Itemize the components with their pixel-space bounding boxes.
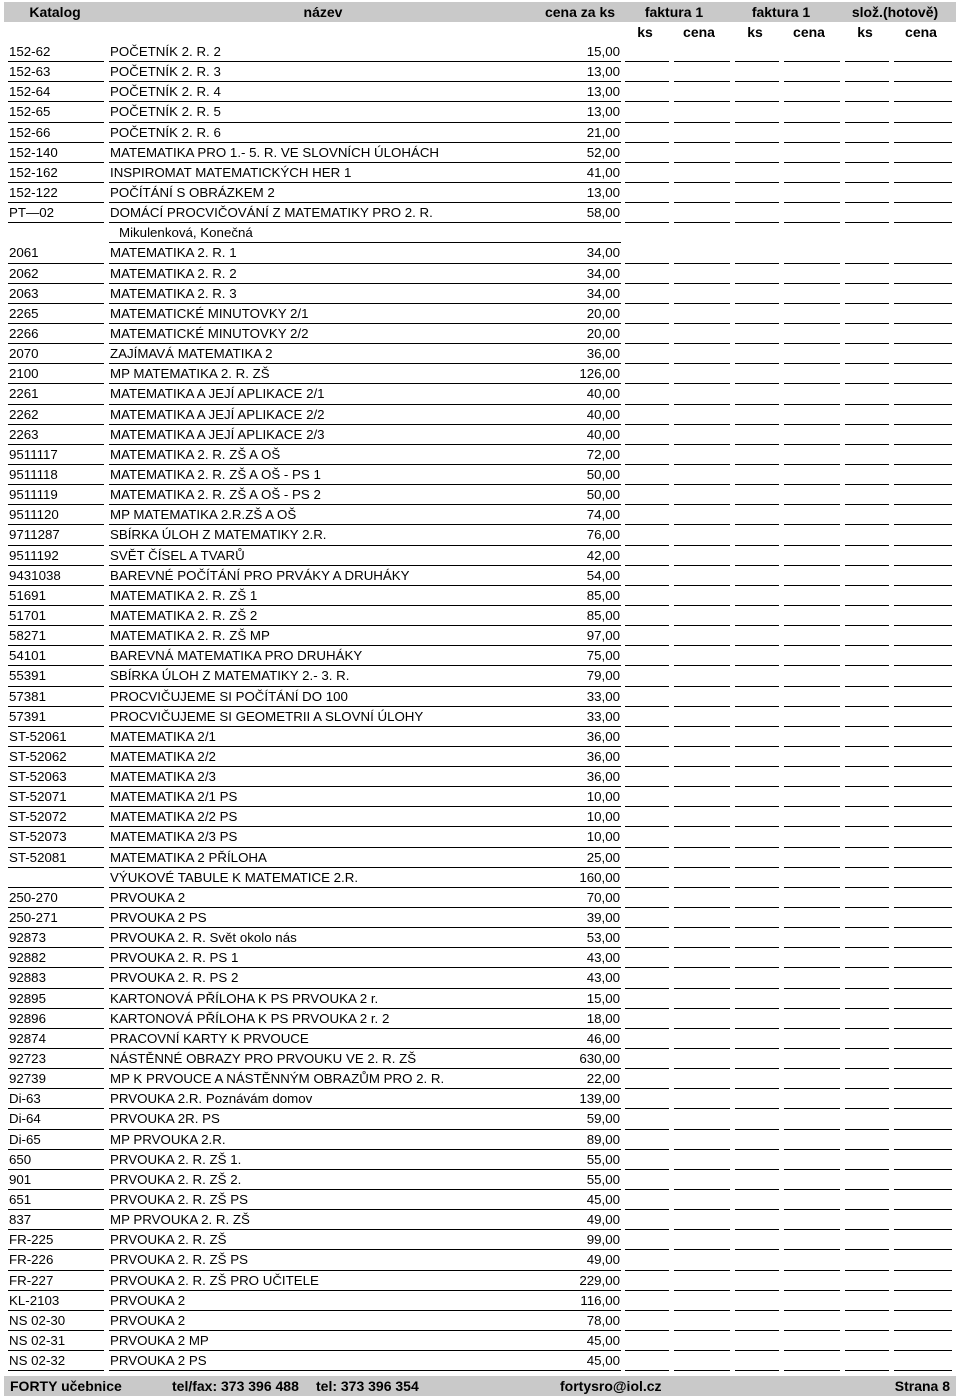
catalog-number: 9511192	[9, 547, 59, 563]
catalog-number: ST-52063	[9, 769, 67, 785]
catalog-number: 2061	[9, 245, 39, 261]
catalog-number: FR-227	[9, 1272, 54, 1288]
catalog-number: ST-52073	[9, 829, 67, 845]
table-row	[4, 284, 956, 304]
item-name: MATEMATIKA 2. R. ZŠ MP	[110, 628, 270, 644]
item-name: MATEMATIKA 2/3 PS	[110, 829, 238, 845]
unit-price: 25,00	[586, 849, 620, 865]
item-name: PRVOUKA 2 PS	[110, 1353, 207, 1369]
catalog-number: 152-162	[9, 164, 58, 180]
unit-price: 21,00	[586, 124, 620, 140]
catalog-number: 651	[9, 1192, 32, 1208]
footer-telfax: tel/fax: 373 396 488	[172, 1378, 299, 1394]
unit-price: 10,00	[586, 829, 620, 845]
row-rule	[894, 1370, 952, 1371]
table-row	[4, 1230, 956, 1250]
catalog-number: Di-64	[9, 1111, 41, 1127]
table-body	[4, 42, 956, 1371]
catalog-number: 250-271	[9, 910, 58, 926]
item-name: BAREVNÉ POČÍTÁNÍ PRO PRVÁKY A DRUHÁKY	[110, 567, 410, 583]
unit-price: 74,00	[586, 507, 620, 523]
item-name: PRVOUKA 2	[110, 1292, 186, 1308]
item-name: MATEMATIKA A JEJÍ APLIKACE 2/3	[110, 426, 325, 442]
unit-price: 45,00	[586, 1192, 620, 1208]
table-row	[4, 1291, 956, 1311]
catalog-number: 9511120	[9, 507, 59, 523]
catalog-number: ST-52081	[9, 849, 67, 865]
catalog-number: 9431038	[9, 567, 61, 583]
catalog-number: 9511119	[9, 487, 58, 503]
table-row	[4, 968, 956, 988]
catalog-number: 54101	[9, 648, 46, 664]
table-row	[4, 364, 956, 384]
unit-price: 34,00	[586, 285, 620, 301]
table-row	[4, 42, 956, 62]
unit-price: 49,00	[586, 1212, 620, 1228]
catalog-number: NS 02-31	[9, 1333, 66, 1348]
unit-price: 34,00	[586, 265, 620, 281]
item-name: PRVOUKA 2. R. ZŠ 2.	[110, 1171, 242, 1187]
item-name: NÁSTĚNNÉ OBRAZY PRO PRVOUKU VE 2. R. ZŠ	[110, 1051, 417, 1067]
item-name: MATEMATIKA 2. R. 3	[110, 285, 237, 301]
catalog-number: 152-122	[9, 184, 58, 200]
table-row	[4, 344, 956, 364]
item-name: PRVOUKA 2. R. ZŠ 1.	[110, 1151, 242, 1167]
unit-price: 10,00	[586, 789, 620, 805]
catalog-number: 152-63	[9, 64, 51, 80]
row-rule	[735, 1370, 779, 1371]
table-row	[4, 243, 956, 263]
catalog-number: ST-52071	[9, 789, 67, 805]
table-row	[4, 1271, 956, 1291]
header-invoice-1: faktura 1	[644, 4, 704, 20]
item-name: MATEMATIKA 2/1	[110, 728, 216, 744]
item-name: VÝUKOVÉ TABULE K MATEMATICE 2.R.	[110, 869, 359, 885]
catalog-number: 92895	[9, 990, 46, 1006]
unit-price: 10,00	[586, 809, 620, 825]
header-catalog: Katalog	[29, 4, 81, 20]
unit-price: 15,00	[586, 44, 620, 59]
unit-price: 43,00	[586, 970, 620, 986]
table-row	[4, 908, 956, 928]
item-name: SVĚT ČÍSEL A TVARŮ	[110, 547, 245, 563]
table-row	[4, 1029, 956, 1049]
subheader-cena: cena	[683, 24, 715, 40]
table-row	[4, 143, 956, 163]
item-name: KARTONOVÁ PŘÍLOHA K PS PRVOUKA 2 r.	[110, 990, 379, 1006]
catalog-number: 2263	[9, 426, 39, 442]
item-name: MATEMATIKA 2/1 PS	[110, 789, 238, 805]
table-row	[4, 767, 956, 787]
catalog-number: 2063	[9, 285, 39, 301]
item-name: MATEMATIKA 2. R. ZŠ 1	[110, 587, 258, 603]
unit-price: 99,00	[586, 1232, 620, 1248]
unit-price: 13,00	[586, 64, 620, 80]
price-list-sheet	[4, 2, 956, 1371]
catalog-number: KL-2103	[9, 1292, 60, 1308]
item-name: PRVOUKA 2. R. ZŠ	[110, 1232, 227, 1248]
table-row	[4, 1250, 956, 1270]
table-row	[4, 1351, 956, 1371]
catalog-number: 152-66	[9, 124, 51, 140]
table-row	[4, 687, 956, 707]
item-name: PRVOUKA 2	[110, 889, 186, 905]
catalog-number: 92723	[9, 1051, 46, 1067]
unit-price: 85,00	[586, 587, 620, 603]
item-name: PROCVIČUJEME SI POČÍTÁNÍ DO 100	[110, 688, 348, 704]
footer-company: FORTY učebnice	[10, 1378, 122, 1394]
unit-price: 41,00	[586, 164, 620, 180]
catalog-number: 92882	[9, 950, 46, 966]
table-row	[4, 848, 956, 868]
table-row	[4, 666, 956, 686]
catalog-number: 152-140	[9, 144, 58, 160]
item-name: MATEMATICKÉ MINUTOVKY 2/2	[110, 325, 309, 341]
table-row	[4, 827, 956, 847]
unit-price: 59,00	[586, 1111, 620, 1127]
unit-price: 36,00	[586, 346, 620, 362]
table-row	[4, 123, 956, 143]
unit-price: 160,00	[579, 869, 620, 885]
unit-price: 39,00	[586, 910, 620, 926]
table-row	[4, 989, 956, 1009]
catalog-number: 250-270	[9, 889, 58, 905]
item-name: PRVOUKA 2. R. PS 2	[110, 970, 239, 986]
unit-price: 116,00	[580, 1292, 620, 1308]
item-name: MATEMATIKA 2. R. ZŠ A OŠ - PS 2	[110, 487, 321, 503]
unit-price: 229,00	[579, 1272, 620, 1288]
item-name: POČETNÍK 2. R. 2	[110, 44, 221, 59]
footer-tel: tel: 373 396 354	[316, 1378, 419, 1394]
table-row	[4, 787, 956, 807]
catalog-number: 57381	[9, 688, 46, 704]
table-row	[4, 505, 956, 525]
item-name: PRVOUKA 2 PS	[110, 910, 207, 926]
table-row	[4, 102, 956, 122]
item-name: PROCVIČUJEME SI GEOMETRII A SLOVNÍ ÚLOHY	[110, 708, 424, 724]
unit-price: 75,00	[586, 648, 620, 664]
unit-price: 85,00	[586, 607, 620, 623]
catalog-number: 2266	[9, 325, 39, 341]
item-name: PRVOUKA 2R. PS	[110, 1111, 220, 1127]
unit-price: 40,00	[586, 426, 620, 442]
unit-price: 53,00	[586, 930, 620, 946]
unit-price: 13,00	[586, 184, 620, 200]
item-name: MP K PRVOUCE A NÁSTĚNNÝM OBRAZŮM PRO 2. R.	[110, 1071, 445, 1087]
row-rule	[674, 1370, 730, 1371]
table-row	[4, 465, 956, 485]
table-row	[4, 1311, 956, 1331]
item-name: PRVOUKA 2	[110, 1312, 186, 1328]
unit-price	[540, 223, 620, 243]
table-row	[4, 1210, 956, 1230]
table-row	[4, 1069, 956, 1089]
unit-price: 54,00	[586, 567, 620, 583]
unit-price: 72,00	[586, 446, 620, 462]
catalog-number: 837	[9, 1212, 32, 1228]
item-name: MP MATEMATIKA 2.R.ZŠ A OŠ	[110, 507, 297, 523]
table-row	[4, 1009, 956, 1029]
unit-price: 52,00	[586, 144, 620, 160]
table-row	[4, 384, 956, 404]
item-name: POČÍTÁNÍ S OBRÁZKEM 2	[110, 184, 275, 200]
table-row	[4, 425, 956, 445]
table-row	[4, 324, 956, 344]
catalog-number: 51691	[9, 587, 46, 603]
catalog-number: ST-52062	[9, 748, 67, 764]
item-name: MATEMATIKA 2/2	[110, 748, 216, 764]
unit-price: 50,00	[586, 466, 620, 482]
footer-email: fortysro@iol.cz	[560, 1378, 662, 1394]
table-row	[4, 1190, 956, 1210]
unit-price: 58,00	[586, 205, 620, 221]
item-name: MATEMATIKA 2. R. ZŠ A OŠ - PS 1	[110, 466, 321, 482]
page-footer	[4, 1376, 956, 1396]
unit-price: 13,00	[586, 84, 620, 100]
item-name: MATEMATIKA 2. R. 1	[110, 245, 237, 261]
header-price: cena za ks	[544, 4, 616, 20]
item-name: MATEMATIKA A JEJÍ APLIKACE 2/1	[110, 386, 325, 402]
unit-price: 49,00	[586, 1252, 620, 1268]
item-name: MP PRVOUKA 2.R.	[110, 1131, 226, 1147]
table-row	[4, 62, 956, 82]
catalog-number: Di-65	[9, 1131, 41, 1147]
table-row	[4, 747, 956, 767]
item-name: MATEMATIKA 2. R. ZŠ A OŠ	[110, 446, 281, 462]
catalog-number: 2070	[9, 346, 39, 362]
catalog-number: 901	[9, 1171, 32, 1187]
item-name: MP PRVOUKA 2. R. ZŠ	[110, 1212, 250, 1228]
table-row	[4, 626, 956, 646]
item-name: POČETNÍK 2. R. 4	[110, 84, 221, 100]
row-rule	[625, 1370, 669, 1371]
unit-price: 20,00	[586, 325, 620, 341]
item-name: BAREVNÁ MATEMATIKA PRO DRUHÁKY	[110, 648, 363, 664]
catalog-number: 2265	[9, 305, 39, 321]
table-row	[4, 586, 956, 606]
catalog-number: PT—02	[9, 205, 55, 221]
row-rule	[109, 1370, 621, 1371]
item-name: PRVOUKA 2 MP	[110, 1333, 209, 1348]
catalog-number: 9511117	[9, 446, 58, 462]
unit-price: 46,00	[586, 1030, 620, 1046]
table-row	[4, 1331, 956, 1351]
item-name: SBÍRKA ÚLOH Z MATEMATIKY 2.- 3. R.	[110, 668, 350, 684]
item-name: PRACOVNÍ KARTY K PRVOUCE	[110, 1030, 309, 1046]
catalog-number: Di-63	[9, 1091, 41, 1107]
item-name: Mikulenková, Konečná	[119, 225, 253, 241]
header-compiled: slož.(hotově)	[851, 4, 939, 20]
catalog-number: 9711287	[9, 527, 60, 543]
table-row	[4, 727, 956, 747]
item-name: MATEMATIKA 2/2 PS	[110, 809, 238, 825]
row-rule	[845, 1370, 889, 1371]
table-row	[4, 868, 956, 888]
table-row	[4, 304, 956, 324]
subheader-ks: ks	[857, 24, 873, 40]
table-row	[4, 928, 956, 948]
table-row	[4, 1049, 956, 1069]
unit-price: 34,00	[586, 245, 620, 261]
unit-price: 22,00	[586, 1071, 620, 1087]
table-row	[4, 405, 956, 425]
item-name: POČETNÍK 2. R. 5	[110, 104, 221, 120]
table-row	[4, 1089, 956, 1109]
unit-price: 55,00	[586, 1171, 620, 1187]
unit-price: 76,00	[586, 527, 620, 543]
unit-price: 36,00	[586, 769, 620, 785]
table-row	[4, 707, 956, 727]
subheader-ks: ks	[747, 24, 763, 40]
table-row	[4, 82, 956, 102]
table-row	[4, 1170, 956, 1190]
catalog-number: 51701	[9, 607, 46, 623]
table-row	[4, 948, 956, 968]
subheader-cena: cena	[793, 24, 825, 40]
unit-price: 15,00	[586, 990, 620, 1006]
catalog-number: 92873	[9, 930, 46, 946]
catalog-number: 2062	[9, 265, 39, 281]
table-row	[4, 1130, 956, 1150]
header-name: název	[303, 4, 343, 20]
item-name: PRVOUKA 2. R. ZŠ PS	[110, 1252, 248, 1268]
item-name: DOMÁCÍ PROCVIČOVÁNÍ Z MATEMATIKY PRO 2. R.	[110, 205, 433, 221]
catalog-number: 92896	[9, 1010, 46, 1026]
table-row	[4, 807, 956, 827]
catalog-number: FR-225	[9, 1232, 54, 1248]
unit-price: 20,00	[586, 305, 620, 321]
table-row	[4, 445, 956, 465]
unit-price: 40,00	[586, 406, 620, 422]
unit-price: 139,00	[579, 1091, 620, 1107]
unit-price: 79,00	[586, 668, 620, 684]
unit-price: 36,00	[586, 748, 620, 764]
item-name: POČETNÍK 2. R. 3	[110, 64, 221, 80]
catalog-number: 58271	[9, 628, 46, 644]
catalog-number: 2262	[9, 406, 39, 422]
table-row	[4, 566, 956, 586]
catalog-number: 57391	[9, 708, 46, 724]
item-name: INSPIROMAT MATEMATICKÝCH HER 1	[110, 164, 352, 180]
catalog-number: NS 02-32	[9, 1353, 66, 1369]
table-row	[4, 183, 956, 203]
table-row	[4, 264, 956, 284]
catalog-number: 55391	[9, 668, 46, 684]
catalog-number: FR-226	[9, 1252, 54, 1268]
table-row	[4, 203, 956, 223]
table-row	[4, 1150, 956, 1170]
item-name: PRVOUKA 2. R. ZŠ PS	[110, 1192, 248, 1208]
table-row	[4, 525, 956, 545]
catalog-number: ST-52061	[9, 728, 67, 744]
item-name: PRVOUKA 2.R. Poznávám domov	[110, 1091, 313, 1107]
unit-price: 43,00	[586, 950, 620, 966]
unit-price: 89,00	[586, 1131, 620, 1147]
unit-price: 13,00	[586, 104, 620, 120]
item-name: MATEMATIKA 2. R. ZŠ 2	[110, 607, 258, 623]
unit-price: 45,00	[586, 1333, 620, 1348]
item-name: SBÍRKA ÚLOH Z MATEMATIKY 2.R.	[110, 527, 327, 543]
subheader-cena: cena	[905, 24, 937, 40]
footer-page-number: Strana 8	[894, 1378, 950, 1394]
catalog-number: 152-65	[9, 104, 51, 120]
item-name: MATEMATIKA 2. R. 2	[110, 265, 237, 281]
item-name: POČETNÍK 2. R. 6	[110, 124, 221, 140]
catalog-number: NS 02-30	[9, 1312, 66, 1328]
item-name: MATEMATIKA 2/3	[110, 769, 216, 785]
catalog-number: ST-52072	[9, 809, 67, 825]
catalog-number: 92874	[9, 1030, 46, 1046]
catalog-number: 2261	[9, 386, 39, 402]
unit-price: 55,00	[586, 1151, 620, 1167]
table-row	[4, 646, 956, 666]
item-name: PRVOUKA 2. R. Svět okolo nás	[110, 930, 297, 946]
catalog-number	[4, 868, 106, 888]
item-name: MATEMATIKA 2 PŘÍLOHA	[110, 849, 267, 865]
item-name: MP MATEMATIKA 2. R. ZŠ	[110, 366, 270, 382]
table-row	[4, 485, 956, 505]
catalog-number: 92883	[9, 970, 46, 986]
item-name: MATEMATIKA PRO 1.- 5. R. VE SLOVNÍCH ÚLOHÁCH	[110, 144, 440, 160]
unit-price: 630,00	[579, 1051, 620, 1067]
table-subheader	[4, 22, 956, 42]
catalog-number: 2100	[9, 366, 39, 382]
unit-price: 70,00	[586, 889, 620, 905]
item-name: KARTONOVÁ PŘÍLOHA K PS PRVOUKA 2 r. 2	[110, 1010, 390, 1026]
unit-price: 40,00	[586, 386, 620, 402]
table-row	[4, 1109, 956, 1129]
row-rule	[784, 1370, 840, 1371]
table-row	[4, 888, 956, 908]
catalog-number: 152-62	[9, 44, 51, 59]
table-header	[4, 2, 956, 22]
unit-price: 42,00	[586, 547, 620, 563]
catalog-number: 92739	[9, 1071, 46, 1087]
unit-price: 45,00	[586, 1353, 620, 1369]
unit-price: 33,00	[586, 688, 620, 704]
item-name: MATEMATICKÉ MINUTOVKY 2/1	[110, 305, 309, 321]
subheader-ks: ks	[637, 24, 653, 40]
catalog-number: 650	[9, 1151, 32, 1167]
item-name: MATEMATIKA A JEJÍ APLIKACE 2/2	[110, 406, 325, 422]
unit-price: 78,00	[586, 1312, 620, 1328]
row-rule	[8, 1370, 104, 1371]
table-row	[4, 546, 956, 566]
table-row	[4, 163, 956, 183]
unit-price: 18,00	[586, 1010, 620, 1026]
table-row	[4, 606, 956, 626]
unit-price: 97,00	[586, 628, 620, 644]
catalog-number	[4, 223, 106, 243]
unit-price: 33,00	[586, 708, 620, 724]
unit-price: 50,00	[586, 487, 620, 503]
table-row	[4, 223, 956, 243]
unit-price: 126,00	[579, 366, 620, 382]
item-name: ZAJÍMAVÁ MATEMATIKA 2	[110, 346, 273, 362]
item-name: PRVOUKA 2. R. ZŠ PRO UČITELE	[110, 1272, 319, 1288]
header-invoice-2: faktura 1	[751, 4, 811, 20]
catalog-number: 9511118	[9, 466, 58, 482]
unit-price: 36,00	[586, 728, 620, 744]
catalog-number: 152-64	[9, 84, 51, 100]
item-name: PRVOUKA 2. R. PS 1	[110, 950, 239, 966]
